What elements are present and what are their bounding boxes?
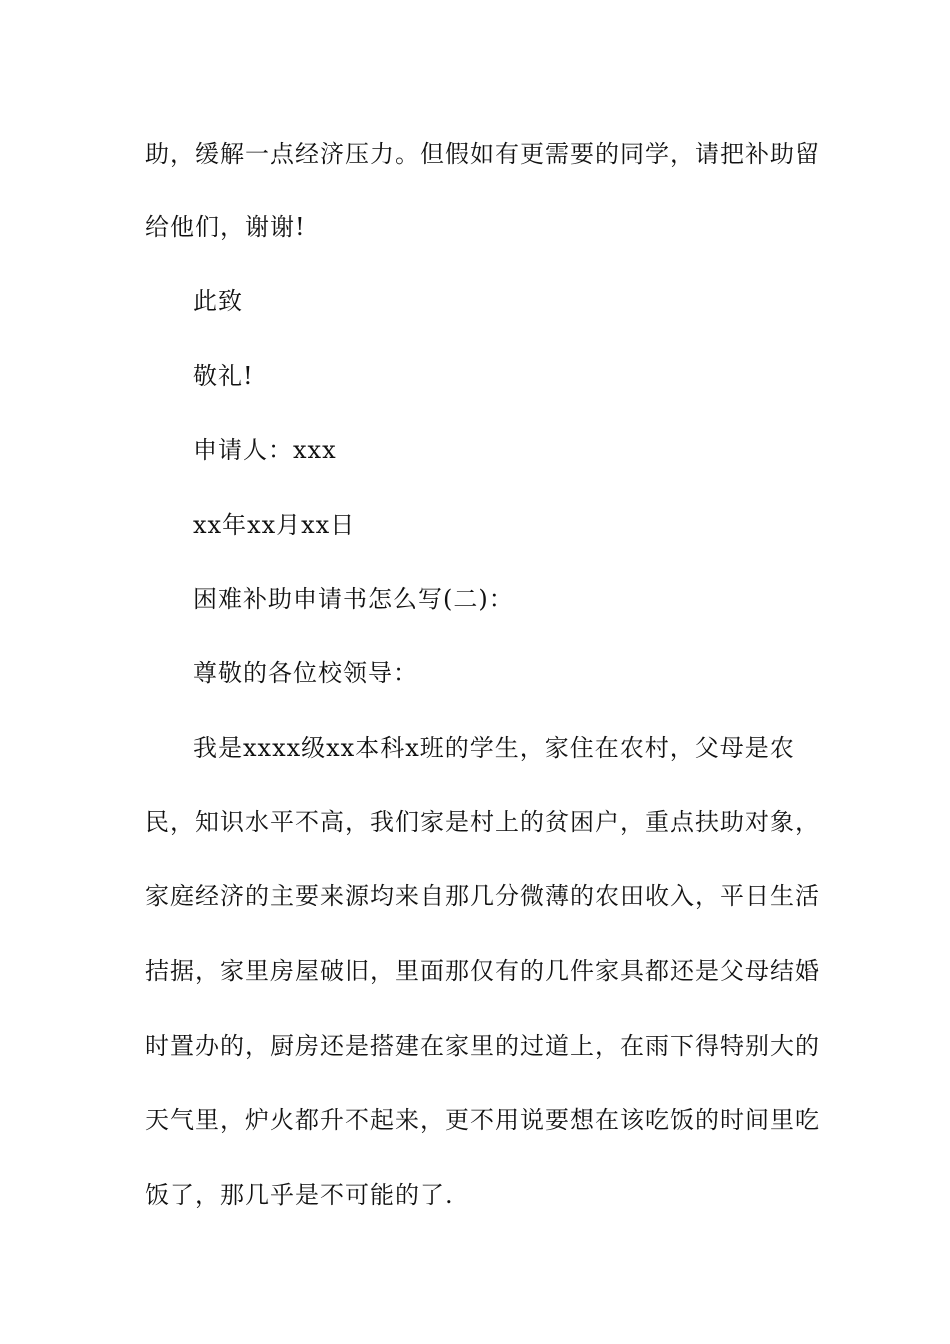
paragraph-line: 天气里，炉火都升不起来，更不用说要想在该吃饭的时间里吃	[145, 1106, 820, 1134]
paragraph-line: 时置办的，厨房还是搭建在家里的过道上，在雨下得特别大的	[145, 1032, 820, 1060]
date-line: xx年xx月xx日	[193, 511, 356, 539]
paragraph-line: 给他们，谢谢!	[145, 213, 306, 241]
paragraph-line: 拮据，家里房屋破旧，里面那仅有的几件家具都还是父母结婚	[145, 957, 820, 985]
paragraph-line: 我是xxxx级xx本科x班的学生，家住在农村，父母是农	[193, 734, 795, 762]
paragraph-line: 饭了，那几乎是不可能的了.	[145, 1181, 454, 1209]
salutation-line: 此致	[193, 287, 243, 315]
paragraph-line: 助，缓解一点经济压力。但假如有更需要的同学，请把补助留	[145, 140, 820, 168]
section-heading: 困难补助申请书怎么写(二)：	[193, 585, 514, 613]
paragraph-line: 家庭经济的主要来源均来自那几分微薄的农田收入，平日生活	[145, 882, 820, 910]
greeting-line: 尊敬的各位校领导：	[193, 659, 418, 687]
applicant-line: 申请人：xxx	[193, 436, 337, 464]
paragraph-line: 民，知识水平不高，我们家是村上的贫困户，重点扶助对象，	[145, 808, 820, 836]
closing-line: 敬礼!	[193, 362, 254, 390]
